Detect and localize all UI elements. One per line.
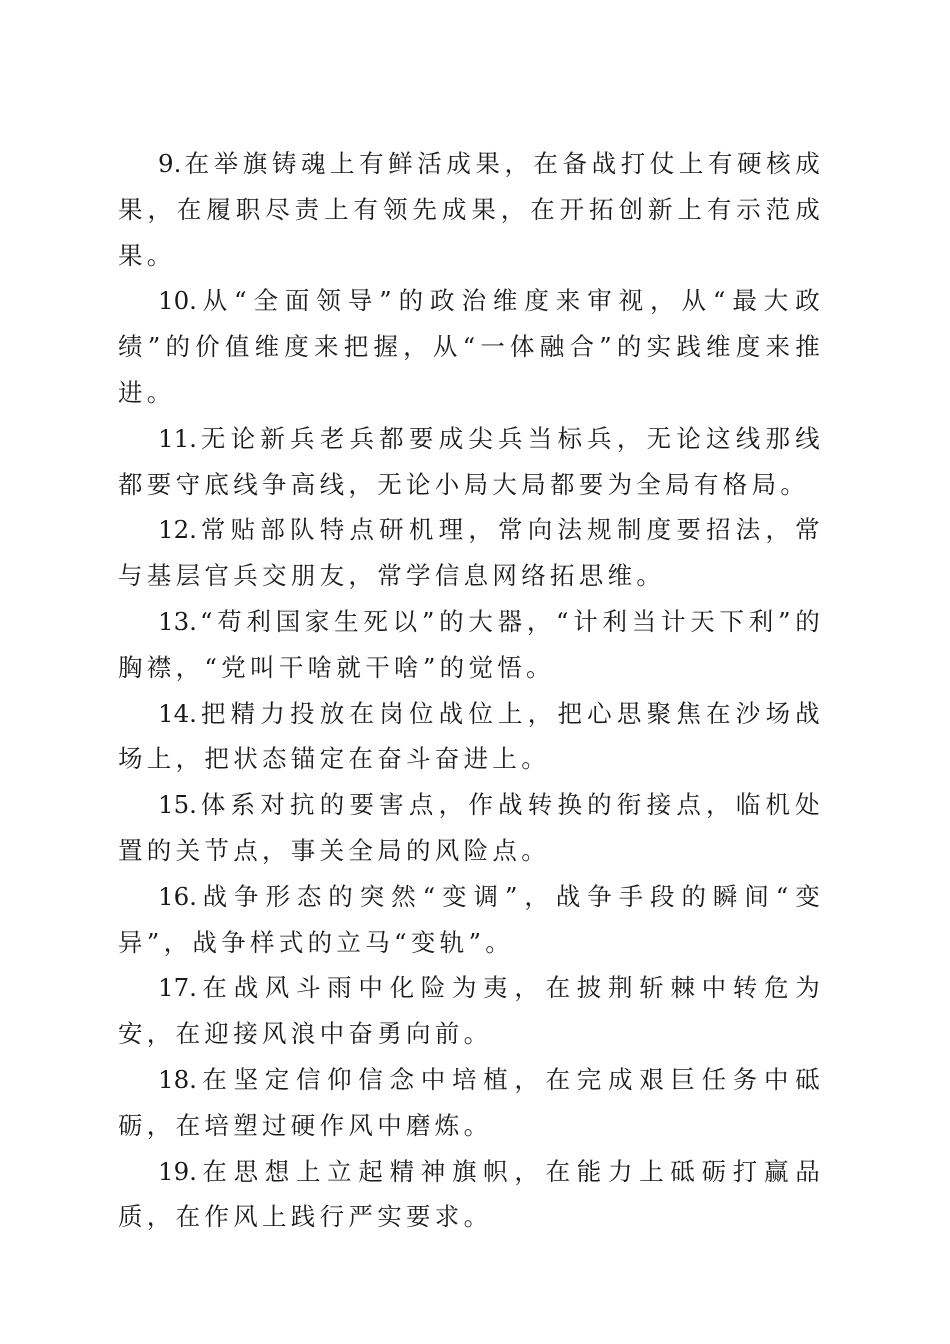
item-number: 16. — [158, 881, 197, 911]
list-item — [118, 691, 824, 783]
list-item — [118, 1057, 824, 1149]
item-text: 无论新兵老兵都要成尖兵当标兵，无论这线那线都要守底线争高线，无论小局大局都要为全局有格局。 — [118, 423, 824, 499]
item-number: 14. — [158, 698, 197, 728]
document-body — [118, 141, 824, 1240]
list-item — [118, 965, 824, 1057]
item-number: 19. — [158, 1156, 197, 1186]
item-text: 常贴部队特点研机理，常向法规制度要招法，常与基层官兵交朋友，常学信息网络拓思维。 — [118, 515, 824, 591]
item-number: 11. — [158, 423, 197, 453]
list-item — [118, 141, 824, 278]
item-text: 把精力投放在岗位战位上，把心思聚焦在沙场战场上，把状态锚定在奋斗奋进上。 — [118, 698, 824, 774]
item-text: 在坚定信仰信念中培植，在完成艰巨任务中砥砺，在培塑过硬作风中磨炼。 — [118, 1064, 824, 1140]
item-number: 18. — [158, 1064, 197, 1094]
list-item — [118, 278, 824, 415]
item-text: 战争形态的突然“变调”，战争手段的瞬间“变异”，战争样式的立马“变轨”。 — [118, 881, 824, 957]
item-number: 13. — [158, 606, 197, 636]
list-item — [118, 507, 824, 599]
item-text: 在战风斗雨中化险为夷，在披荆斩棘中转危为安，在迎接风浪中奋勇向前。 — [118, 973, 824, 1049]
item-number: 17. — [158, 973, 197, 1003]
item-text: 从“全面领导”的政治维度来审视，从“最大政绩”的价值维度来把握，从“一体融合”的实践维度来推进。 — [118, 286, 824, 407]
list-item — [118, 782, 824, 874]
item-number: 15. — [158, 790, 197, 820]
item-text: 体系对抗的要害点，作战转换的衔接点，临机处置的关节点，事关全局的风险点。 — [118, 790, 824, 865]
item-number: 10. — [158, 286, 197, 316]
item-text: 在思想上立起精神旗帜，在能力上砥砺打赢品质，在作风上践行严实要求。 — [118, 1156, 824, 1232]
item-number: 12. — [158, 515, 197, 545]
item-text: “苟利国家生死以”的大器，“计利当计天下利”的胸襟，“党叫干啥就干啥”的觉悟。 — [118, 606, 824, 682]
list-item — [118, 416, 824, 508]
list-item — [118, 874, 824, 966]
item-text: 在举旗铸魂上有鲜活成果，在备战打仗上有硬核成果，在履职尽责上有领先成果，在开拓创新上有示范成果。 — [118, 149, 824, 270]
item-number: 9. — [158, 149, 182, 178]
list-item — [118, 599, 824, 691]
list-item — [118, 1149, 824, 1241]
